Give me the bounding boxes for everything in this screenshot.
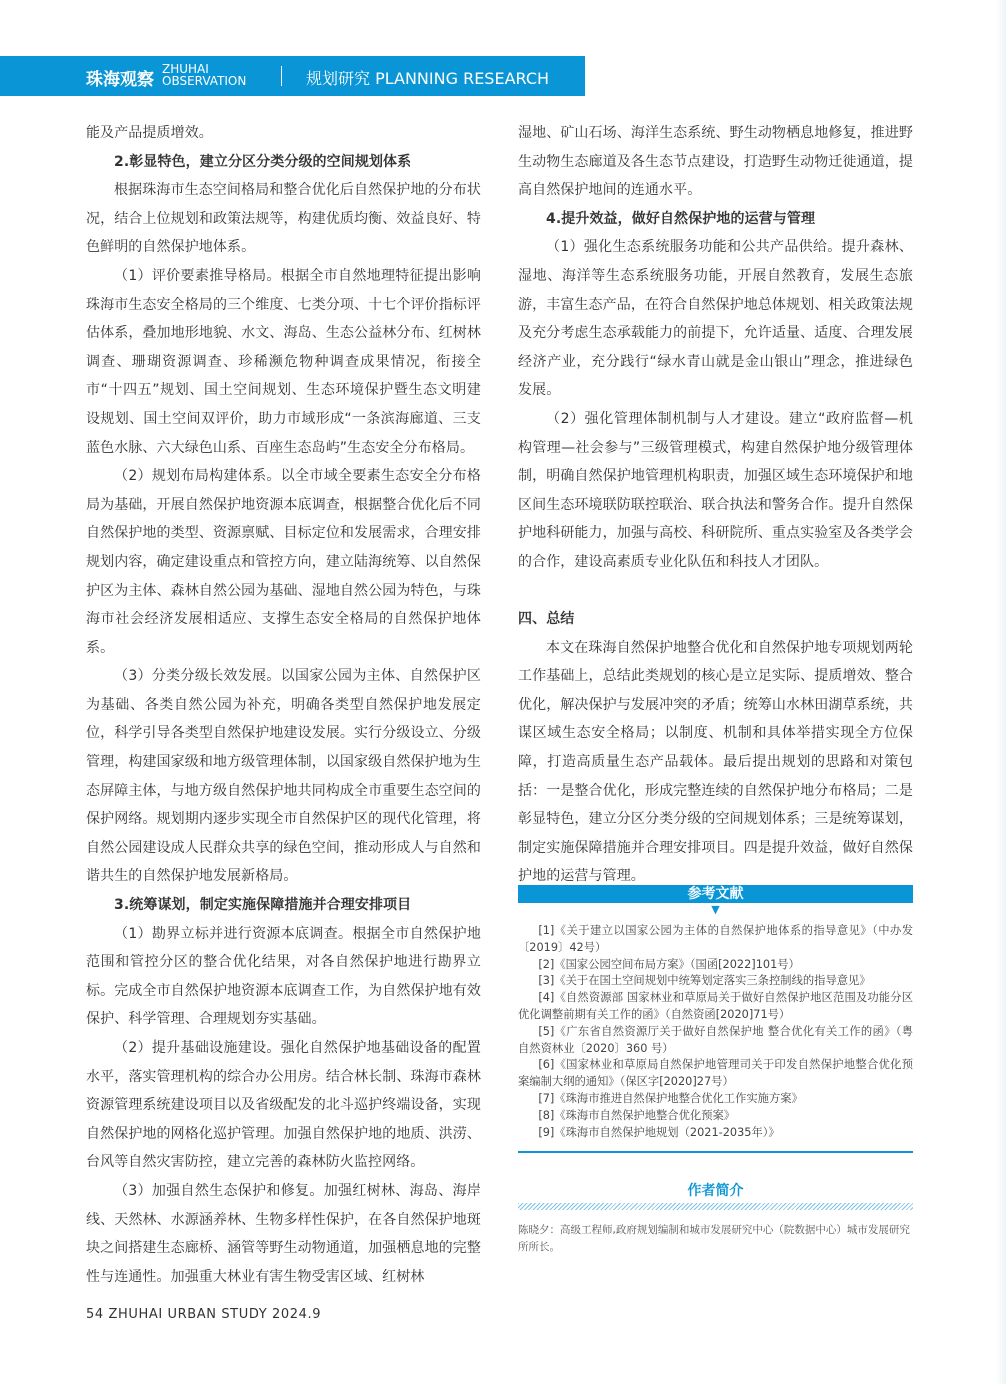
paragraph: （2）规划布局构建体系。以全市域全要素生态安全分布格局为基础，开展自然保护地资源本底调查，根据整合优化后不同自然保护地的类型、资源禀赋、目标定位和发展需求，合理安排规划内容，确定建设重点和管控方向，建立陆海统筹、以自然保护区为主体、森林自然公园为基础、湿地自然公园为特色，与珠海市社会经济发展相适应、支撑生态安全格局的自然保护地体系。 <box>86 468 481 656</box>
reference-item: [5]《广东省自然资源厅关于做好自然保护地 整合优化有关工作的函》（粤自然资林业〔2020〕360 号） <box>518 1024 913 1055</box>
references-box <box>518 885 913 1153</box>
references-divider <box>518 1151 913 1153</box>
references-list <box>518 923 913 1141</box>
paragraph: （1）强化生态系统服务功能和公共产品供给。提升森林、湿地、海洋等生态系统服务功能，开展自然教育，发展生态旅游，丰富生态产品，在符合自然保护地总体规划、相关政策法规及充分考虑生态承载能力的前提下，允许适量、适度、合理发展经济产业，充分践行“绿水青山就是金山银山”理念，推进绿色发展。 <box>518 239 913 399</box>
page-edge-shadow <box>996 0 1006 1384</box>
hatched-divider <box>518 1203 913 1210</box>
paragraph: （1）勘界立标并进行资源本底调查。根据全市自然保护地范围和管控分区的整合优化结果，对各自然保护地进行勘界立标。完成全市自然保护地资源本底调查工作，为自然保护地有效保护、科学管理、合理规划夯实基础。 <box>86 925 481 1028</box>
triangle-down-icon: ▼ <box>711 903 720 916</box>
header-divider <box>281 66 282 86</box>
reference-item: [7]《珠海市推进自然保护地整合优化工作实施方案》 <box>538 1091 803 1105</box>
left-column <box>86 119 481 1291</box>
subheading: 3.统筹谋划，制定实施保障措施并合理安排项目 <box>114 897 412 914</box>
subheading: 2.彰显特色，建立分区分类分级的空间规划体系 <box>114 153 412 170</box>
magazine-title: 珠海观察 <box>86 70 154 90</box>
reference-item: [1]《关于建立以国家公园为主体的自然保护地体系的指导意见》（中办发〔2019〕42号） <box>518 924 913 954</box>
page-footer: 54 ZHUHAI URBAN STUDY 2024.9 <box>86 1307 322 1322</box>
paragraph: 能及产品提质增效。 <box>86 125 213 141</box>
paragraph: 根据珠海市生态空间格局和整合优化后自然保护地的分布状况，结合上位规划和政策法规等，构建优质均衡、效益良好、特色鲜明的自然保护地体系。 <box>86 182 481 256</box>
paragraph: （3）分类分级长效发展。以国家公园为主体、自然保护区为基础、各类自然公园为补充，明确各类型自然保护地发展定位，科学引导各类型自然保护地建设发展。实行分级设立、分级管理，构建国家级和地方级管理体制，以国家级自然保护地为生态屏障主体，与地方级自然保护地共同构成全市重要生态空间的保护网络。规划期内逐步实现全市自然保护区的现代化管理，将自然公园建设成人民群众共享的绿色空间，推动形成人与自然和谐共生的自然保护地发展新格局。 <box>86 668 481 885</box>
magazine-en-line1: ZHUHAI <box>162 62 209 76</box>
paragraph: 本文在珠海自然保护地整合优化和自然保护地专项规划两轮工作基础上，总结此类规划的核心是立足实际、提质增效、整合优化，解决保护与发展冲突的矛盾；统筹山水林田湖草系统，共谋区域生态安全格局；以制度、机制和具体举措实现全方位保障，打造高质量生态产品载体。最后提出规划的思路和对策包括：一是整合优化，形成完整连续的自然保护地分布格局；二是彰显特色，建立分区分类分级的空间规划体系；三是统筹谋划，制定实施保障措施并合理安排项目。四是提升效益，做好自然保护地的运营与管理。 <box>518 639 913 885</box>
header-banner <box>0 56 585 96</box>
reference-item: [2]《国家公园空间布局方案》（国函[2022]101号） <box>538 957 800 971</box>
paragraph: （3）加强自然生态保护和修复。加强红树林、海岛、海岸线、天然林、水源涵养林、生物多样性保护，在各自然保护地斑块之间搭建生态廊桥、涵管等野生动物通道，加强栖息地的完整性与连通性。加强重大林业有害生物受害区域、红树林 <box>86 1182 481 1285</box>
paragraph: （2）提升基础设施建设。强化自然保护地基础设备的配置水平，落实管理机构的综合办公用房。结合林长制、珠海市森林资源管理系统建设项目以及省级配发的北斗巡护终端设备，实现自然保护地的网格化巡护管理。加强自然保护地的地质、洪涝、台风等自然灾害防控，建立完善的森林防火监控网络。 <box>86 1040 481 1171</box>
section-heading: 四、总结 <box>518 611 575 628</box>
reference-item: [9]《珠海市自然保护地规划（2021-2035年）》 <box>538 1125 780 1139</box>
reference-item: [6]《国家林业和草原局自然保护地管理司关于印发自然保护地整合优化预案编制大纲的通知》（保区字[2020]27号） <box>518 1058 913 1089</box>
reference-item: [8]《珠海市自然保护地整合优化预案》 <box>538 1108 736 1122</box>
paragraph: 湿地、矿山石场、海洋生态系统、野生动物栖息地修复，推进野生动物生态廊道及各生态节点建设，打造野生动物迁徙通道，提高自然保护地间的连通水平。 <box>518 125 913 199</box>
references-title: 参考文献 <box>518 885 913 903</box>
right-column <box>518 119 913 891</box>
section-title: 规划研究 PLANNING RESEARCH <box>306 69 550 88</box>
author-title: 作者简介 <box>687 1183 744 1199</box>
paragraph: （1）评价要素推导格局。根据全市自然地理特征提出影响珠海市生态安全格局的三个维度、七类分项、十七个评价指标评估体系，叠加地形地貌、水文、海岛、生态公益林分布、红树林调查、珊瑚资源调查、珍稀濒危物种调查成果情况，衔接全市“十四五”规划、国土空间规划、生态环境保护暨生态文明建设规划、国土空间双评价，助力市域形成“一条滨海廊道、三支蓝色水脉、六大绿色山系、百座生态岛屿”生态安全分布格局。 <box>86 267 481 456</box>
magazine-en-line2: OBSERVATION <box>162 74 247 88</box>
author-bio: 陈晓夕：高级工程师,政府规划编制和城市发展研究中心（院数据中心）城市发展研究所所长。 <box>518 1224 910 1253</box>
magazine-title-en <box>162 63 246 87</box>
paragraph: （2）强化管理体制机制与人才建设。建立“政府监督—机构管理—社会参与”三级管理模式，构建自然保护地分级管理体制，明确自然保护地管理机构职责，加强区域生态环境保护和地区间生态环境联防联控联治、联合执法和警务合作。提升自然保护地科研能力，加强与高校、科研院所、重点实验室及各类学会的合作，建设高素质专业化队伍和科技人才团队。 <box>518 410 913 570</box>
reference-item: [4]《自然资源部 国家林业和草原局关于做好自然保护地区范围及功能分区优化调整前期有关工作的函》（自然资函[2020]71号） <box>518 991 913 1021</box>
reference-item: [3]《关于在国土空间规划中统筹划定落实三条控制线的指导意见》 <box>538 974 871 988</box>
subheading: 4.提升效益，做好自然保护地的运营与管理 <box>546 210 816 227</box>
